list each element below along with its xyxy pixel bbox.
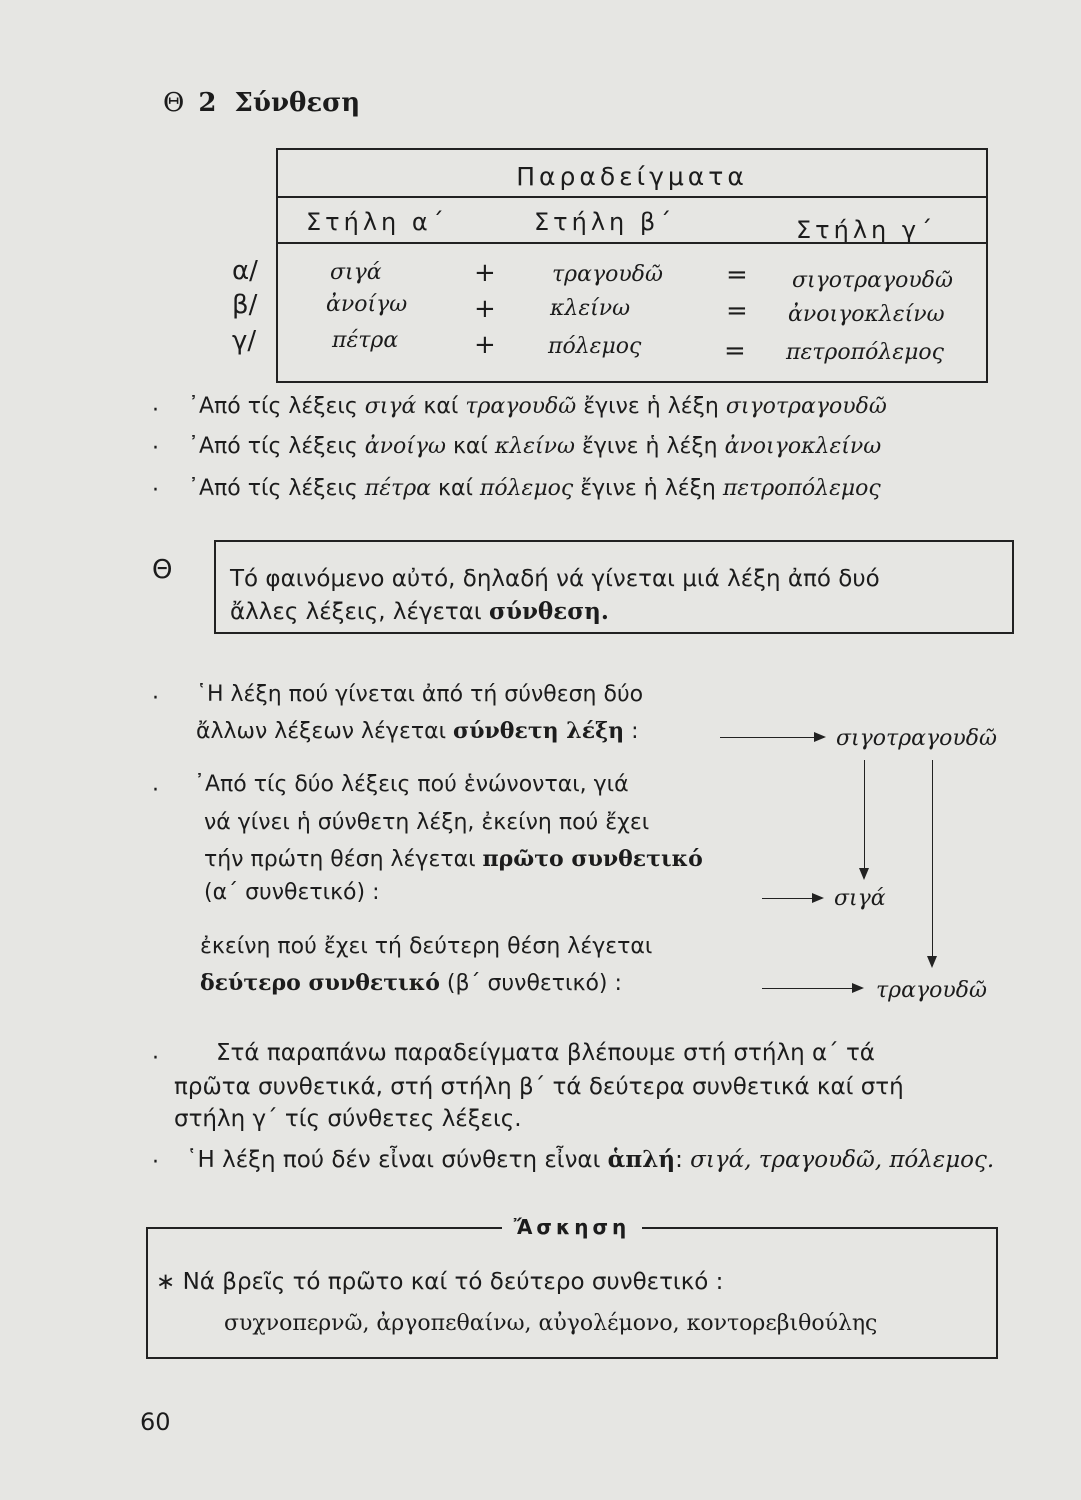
cell-compound-word: πετροπόλεμος — [786, 340, 944, 365]
row-label-b: β/ — [232, 290, 258, 320]
components-text-line: τήν πρώτη θέση λέγεται πρῶτο συνθετικό — [204, 846, 703, 872]
cell-second-component: τραγουδῶ — [552, 262, 663, 287]
section-number: 2 — [198, 88, 217, 118]
exercise-instruction: ∗ Νά βρεῖς τό πρῶτο καί τό δεύτερο συνθετικό : — [156, 1269, 724, 1295]
compound-text-line: ἄλλων λέξεων λέγεται σύνθετη λέξη : — [196, 718, 639, 744]
first-component-example: σιγά — [834, 886, 886, 911]
plus-sign: + — [474, 294, 496, 324]
components-text-line: (α΄ συνθετικό) : — [204, 880, 380, 905]
examples-table — [276, 148, 988, 383]
bullet: · — [152, 436, 159, 461]
example-sentence: ᾿Από τίς λέξεις ἀνοίγω καί κλείνω ἔγινε ἡ λέξη ἀνοιγοκλείνω — [188, 434, 882, 459]
page-number: 60 — [140, 1408, 171, 1436]
equals-sign: = — [726, 260, 748, 290]
summary-line: Στά παραπάνω παραδείγματα βλέπουμε στή στήλη α΄ τά — [216, 1040, 875, 1066]
components-text-line: δεύτερο συνθετικό (β΄ συνθετικό) : — [200, 970, 622, 996]
row-label-a: α/ — [232, 256, 258, 286]
compound-example: σιγοτραγουδῶ — [836, 726, 997, 751]
column-header-a: Στήλη α΄ — [306, 208, 448, 236]
column-header-c: Στήλη γ΄ — [796, 216, 937, 244]
summary-line: πρῶτα συνθετικά, στή στήλη β΄ τά δεύτερα συνθετικά καί στή — [174, 1074, 904, 1100]
bullet: · — [152, 398, 159, 423]
components-text-line: ᾿Από τίς δύο λέξεις πού ἑνώνονται, γιά — [194, 772, 629, 797]
definition-line: Τό φαινόμενο αὐτό, δηλαδή νά γίνεται μιά λέξη ἀπό δυό — [230, 566, 880, 592]
plus-sign: + — [474, 330, 496, 360]
definition-box — [214, 540, 1014, 634]
components-text-line: ἐκείνη πού ἔχει τή δεύτερη θέση λέγεται — [200, 934, 653, 959]
table-title: Παραδείγματα — [516, 162, 748, 191]
example-sentence: ᾿Από τίς λέξεις πέτρα καί πόλεμος ἔγινε ἡ λέξη πετροπόλεμος — [188, 476, 881, 501]
plus-sign: + — [474, 258, 496, 288]
exercise-words: συχνοπερνῶ, ἀργοπεθαίνω, αὐγολέμονο, κοντορεβιθούλης — [224, 1311, 878, 1336]
right-arrow-icon — [720, 737, 824, 738]
simple-word-line: ῾Η λέξη πού δέν εἶναι σύνθετη εἶναι ἁπλή: σιγά, τραγουδῶ, πόλεμος. — [186, 1146, 995, 1173]
right-arrow-icon — [762, 898, 822, 899]
column-header-b: Στήλη β΄ — [534, 208, 676, 236]
exercise-title: Ἄσκηση — [148, 1215, 996, 1239]
compound-text-line: ῾Η λέξη πού γίνεται ἀπό τή σύνθεση δύο — [196, 682, 644, 707]
table-divider — [278, 196, 986, 198]
cell-compound-word: σιγοτραγουδῶ — [792, 268, 953, 293]
bullet: · — [152, 1046, 159, 1071]
cell-first-component: πέτρα — [332, 328, 399, 353]
second-component-example: τραγουδῶ — [876, 978, 987, 1003]
theta-symbol: Θ — [152, 555, 173, 585]
example-sentence: ᾿Από τίς λέξεις σιγά καί τραγουδῶ ἔγινε ἡ λέξη σιγοτραγουδῶ — [188, 394, 887, 419]
equals-sign: = — [724, 336, 746, 366]
cell-first-component: σιγά — [330, 260, 382, 285]
equals-sign: = — [726, 296, 748, 326]
table-divider — [278, 242, 986, 244]
bullet: · — [152, 686, 159, 711]
cell-first-component: ἀνοίγω — [326, 292, 408, 317]
cell-second-component: πόλεμος — [548, 334, 642, 359]
down-arrow-icon — [864, 760, 865, 878]
section-heading — [163, 88, 360, 118]
definition-line: ἄλλες λέξεις, λέγεται σύνθεση. — [230, 598, 609, 625]
components-text-line: νά γίνει ἡ σύνθετη λέξη, ἐκείνη πού ἔχει — [204, 810, 650, 835]
cell-second-component: κλείνω — [550, 296, 631, 321]
bullet: · — [152, 1150, 159, 1175]
theta-symbol: Θ — [163, 88, 185, 118]
cell-compound-word: ἀνοιγοκλείνω — [788, 302, 945, 327]
down-arrow-icon — [932, 760, 933, 966]
section-title: Σύνθεση — [234, 88, 361, 118]
summary-line: στήλη γ΄ τίς σύνθετες λέξεις. — [174, 1106, 522, 1132]
row-label-c: γ/ — [232, 326, 257, 356]
exercise-box — [146, 1215, 998, 1359]
bullet: · — [152, 778, 159, 803]
bullet: · — [152, 478, 159, 503]
right-arrow-icon — [762, 988, 862, 989]
